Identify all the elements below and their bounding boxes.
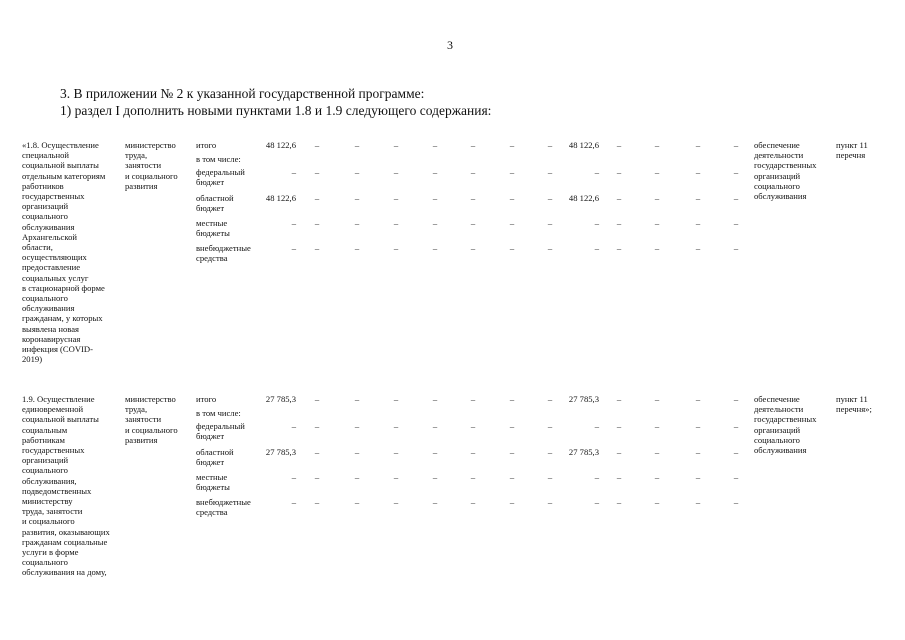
empty-value-dash: – xyxy=(432,472,438,482)
empty-value-dash: – xyxy=(432,421,438,431)
empty-value-dash: – xyxy=(654,193,660,203)
empty-value-dash: – xyxy=(616,167,622,177)
empty-value-dash: – xyxy=(733,218,739,228)
empty-value-dash: – xyxy=(733,421,739,431)
empty-value-dash: – xyxy=(695,497,701,507)
empty-value-dash: – xyxy=(733,140,739,150)
empty-value-dash: – xyxy=(695,193,701,203)
empty-value-dash: – xyxy=(314,497,320,507)
total-value: – xyxy=(291,497,296,507)
source-label: местные бюджеты xyxy=(196,472,230,493)
empty-value-dash: – xyxy=(470,193,476,203)
empty-value-dash: – xyxy=(616,193,622,203)
empty-value-dash: – xyxy=(393,421,399,431)
empty-value-dash: – xyxy=(654,421,660,431)
empty-value-dash: – xyxy=(547,167,553,177)
empty-value-dash: – xyxy=(432,140,438,150)
empty-value-dash: – xyxy=(470,218,476,228)
empty-value-dash: – xyxy=(354,140,360,150)
empty-value-dash: – xyxy=(432,167,438,177)
measure-description: «1.8. Осуществление специальной социальной выплаты отдельным категориям работников государственных организаций социального обслуживания Архангельской области, осуществляющих предоставление социальных услуг в стационарной форме социального обслуживания гражданам, у которых выявлена новая коронавирусная инфекция (COVID- 2019) xyxy=(22,140,106,365)
empty-value-dash: – xyxy=(733,243,739,253)
empty-value-dash: – xyxy=(470,394,476,404)
source-label: федеральный бюджет xyxy=(196,167,245,188)
empty-value-dash: – xyxy=(354,218,360,228)
expected-result: обеспечение деятельности государственных организаций социального обслуживания xyxy=(754,394,817,456)
empty-value-dash: – xyxy=(393,394,399,404)
empty-value-dash: – xyxy=(547,218,553,228)
empty-value-dash: – xyxy=(733,167,739,177)
empty-value-dash: – xyxy=(432,394,438,404)
empty-value-dash: – xyxy=(509,193,515,203)
empty-value-dash: – xyxy=(393,193,399,203)
empty-value-dash: – xyxy=(654,167,660,177)
empty-value-dash: – xyxy=(470,140,476,150)
empty-value-dash: – xyxy=(509,140,515,150)
year-value: – xyxy=(594,421,599,431)
empty-value-dash: – xyxy=(733,193,739,203)
empty-value-dash: – xyxy=(547,421,553,431)
empty-value-dash: – xyxy=(509,167,515,177)
empty-value-dash: – xyxy=(547,140,553,150)
empty-value-dash: – xyxy=(432,243,438,253)
empty-value-dash: – xyxy=(470,421,476,431)
empty-value-dash: – xyxy=(616,218,622,228)
year-value: 27 785,3 xyxy=(568,447,599,457)
empty-value-dash: – xyxy=(432,193,438,203)
empty-value-dash: – xyxy=(393,140,399,150)
empty-value-dash: – xyxy=(654,497,660,507)
total-value: – xyxy=(291,421,296,431)
empty-value-dash: – xyxy=(314,447,320,457)
empty-value-dash: – xyxy=(470,497,476,507)
empty-value-dash: – xyxy=(470,243,476,253)
empty-value-dash: – xyxy=(695,218,701,228)
empty-value-dash: – xyxy=(547,497,553,507)
empty-value-dash: – xyxy=(695,394,701,404)
empty-value-dash: – xyxy=(616,140,622,150)
empty-value-dash: – xyxy=(616,497,622,507)
empty-value-dash: – xyxy=(547,193,553,203)
expected-result: обеспечение деятельности государственных организаций социального обслуживания xyxy=(754,140,817,202)
empty-value-dash: – xyxy=(354,421,360,431)
executor: министерство труда, занятости и социального развития xyxy=(125,394,178,445)
empty-value-dash: – xyxy=(470,472,476,482)
empty-value-dash: – xyxy=(354,193,360,203)
source-label: итого xyxy=(196,394,217,404)
empty-value-dash: – xyxy=(509,447,515,457)
empty-value-dash: – xyxy=(354,243,360,253)
source-label: областной бюджет xyxy=(196,447,234,468)
empty-value-dash: – xyxy=(695,167,701,177)
year-value: 48 122,6 xyxy=(568,140,599,150)
empty-value-dash: – xyxy=(509,218,515,228)
total-value: – xyxy=(291,218,296,228)
source-label: местные бюджеты xyxy=(196,218,230,239)
total-value: 48 122,6 xyxy=(265,140,296,150)
total-value: 27 785,3 xyxy=(265,394,296,404)
empty-value-dash: – xyxy=(314,243,320,253)
total-value: 48 122,6 xyxy=(265,193,296,203)
empty-value-dash: – xyxy=(393,218,399,228)
empty-value-dash: – xyxy=(432,447,438,457)
empty-value-dash: – xyxy=(314,472,320,482)
total-value: – xyxy=(291,472,296,482)
empty-value-dash: – xyxy=(733,472,739,482)
source-label: федеральный бюджет xyxy=(196,421,245,442)
empty-value-dash: – xyxy=(695,243,701,253)
empty-value-dash: – xyxy=(547,472,553,482)
empty-value-dash: – xyxy=(354,394,360,404)
empty-value-dash: – xyxy=(509,472,515,482)
empty-value-dash: – xyxy=(314,140,320,150)
empty-value-dash: – xyxy=(654,243,660,253)
total-value: 27 785,3 xyxy=(265,447,296,457)
source-label: областной бюджет xyxy=(196,193,234,214)
source-label: внебюджетные средства xyxy=(196,497,251,518)
intro-line-1: 3. В приложении № 2 к указанной государственной программе: xyxy=(60,86,425,101)
year-value: – xyxy=(594,218,599,228)
empty-value-dash: – xyxy=(314,218,320,228)
measure-description: 1.9. Осуществление единовременной социальной выплаты социальным работникам государственных организаций социального обслуживания, подведомственных министерству труда, занятости и социального развития, оказывающих гражданам социальные услуги в форме социального обслуживания на дому, xyxy=(22,394,110,578)
year-value: 48 122,6 xyxy=(568,193,599,203)
empty-value-dash: – xyxy=(393,243,399,253)
empty-value-dash: – xyxy=(509,243,515,253)
empty-value-dash: – xyxy=(432,218,438,228)
empty-value-dash: – xyxy=(314,167,320,177)
empty-value-dash: – xyxy=(695,447,701,457)
empty-value-dash: – xyxy=(354,447,360,457)
empty-value-dash: – xyxy=(509,497,515,507)
empty-value-dash: – xyxy=(547,394,553,404)
empty-value-dash: – xyxy=(654,472,660,482)
indicator-reference: пункт 11 перечня»; xyxy=(836,394,872,415)
empty-value-dash: – xyxy=(393,497,399,507)
empty-value-dash: – xyxy=(509,394,515,404)
year-value: – xyxy=(594,497,599,507)
empty-value-dash: – xyxy=(547,243,553,253)
executor: министерство труда, занятости и социального развития xyxy=(125,140,178,191)
empty-value-dash: – xyxy=(695,472,701,482)
empty-value-dash: – xyxy=(393,472,399,482)
empty-value-dash: – xyxy=(393,447,399,457)
empty-value-dash: – xyxy=(616,394,622,404)
empty-value-dash: – xyxy=(314,193,320,203)
empty-value-dash: – xyxy=(509,421,515,431)
total-value: – xyxy=(291,243,296,253)
year-value: 27 785,3 xyxy=(568,394,599,404)
source-label: внебюджетные средства xyxy=(196,243,251,264)
empty-value-dash: – xyxy=(470,447,476,457)
empty-value-dash: – xyxy=(654,447,660,457)
source-label: в том числе: xyxy=(196,408,241,418)
empty-value-dash: – xyxy=(354,497,360,507)
empty-value-dash: – xyxy=(432,497,438,507)
empty-value-dash: – xyxy=(314,421,320,431)
page-number: 3 xyxy=(447,38,453,52)
empty-value-dash: – xyxy=(733,394,739,404)
year-value: – xyxy=(594,243,599,253)
empty-value-dash: – xyxy=(616,421,622,431)
empty-value-dash: – xyxy=(547,447,553,457)
empty-value-dash: – xyxy=(470,167,476,177)
empty-value-dash: – xyxy=(654,394,660,404)
empty-value-dash: – xyxy=(654,218,660,228)
intro-line-2: 1) раздел I дополнить новыми пунктами 1.8 и 1.9 следующего содержания: xyxy=(60,103,492,118)
empty-value-dash: – xyxy=(733,447,739,457)
empty-value-dash: – xyxy=(354,167,360,177)
empty-value-dash: – xyxy=(654,140,660,150)
empty-value-dash: – xyxy=(354,472,360,482)
empty-value-dash: – xyxy=(393,167,399,177)
empty-value-dash: – xyxy=(616,447,622,457)
source-label: в том числе: xyxy=(196,154,241,164)
empty-value-dash: – xyxy=(695,421,701,431)
total-value: – xyxy=(291,167,296,177)
empty-value-dash: – xyxy=(616,472,622,482)
empty-value-dash: – xyxy=(314,394,320,404)
empty-value-dash: – xyxy=(695,140,701,150)
empty-value-dash: – xyxy=(616,243,622,253)
source-label: итого xyxy=(196,140,217,150)
year-value: – xyxy=(594,167,599,177)
year-value: – xyxy=(594,472,599,482)
indicator-reference: пункт 11 перечня xyxy=(836,140,868,161)
empty-value-dash: – xyxy=(733,497,739,507)
